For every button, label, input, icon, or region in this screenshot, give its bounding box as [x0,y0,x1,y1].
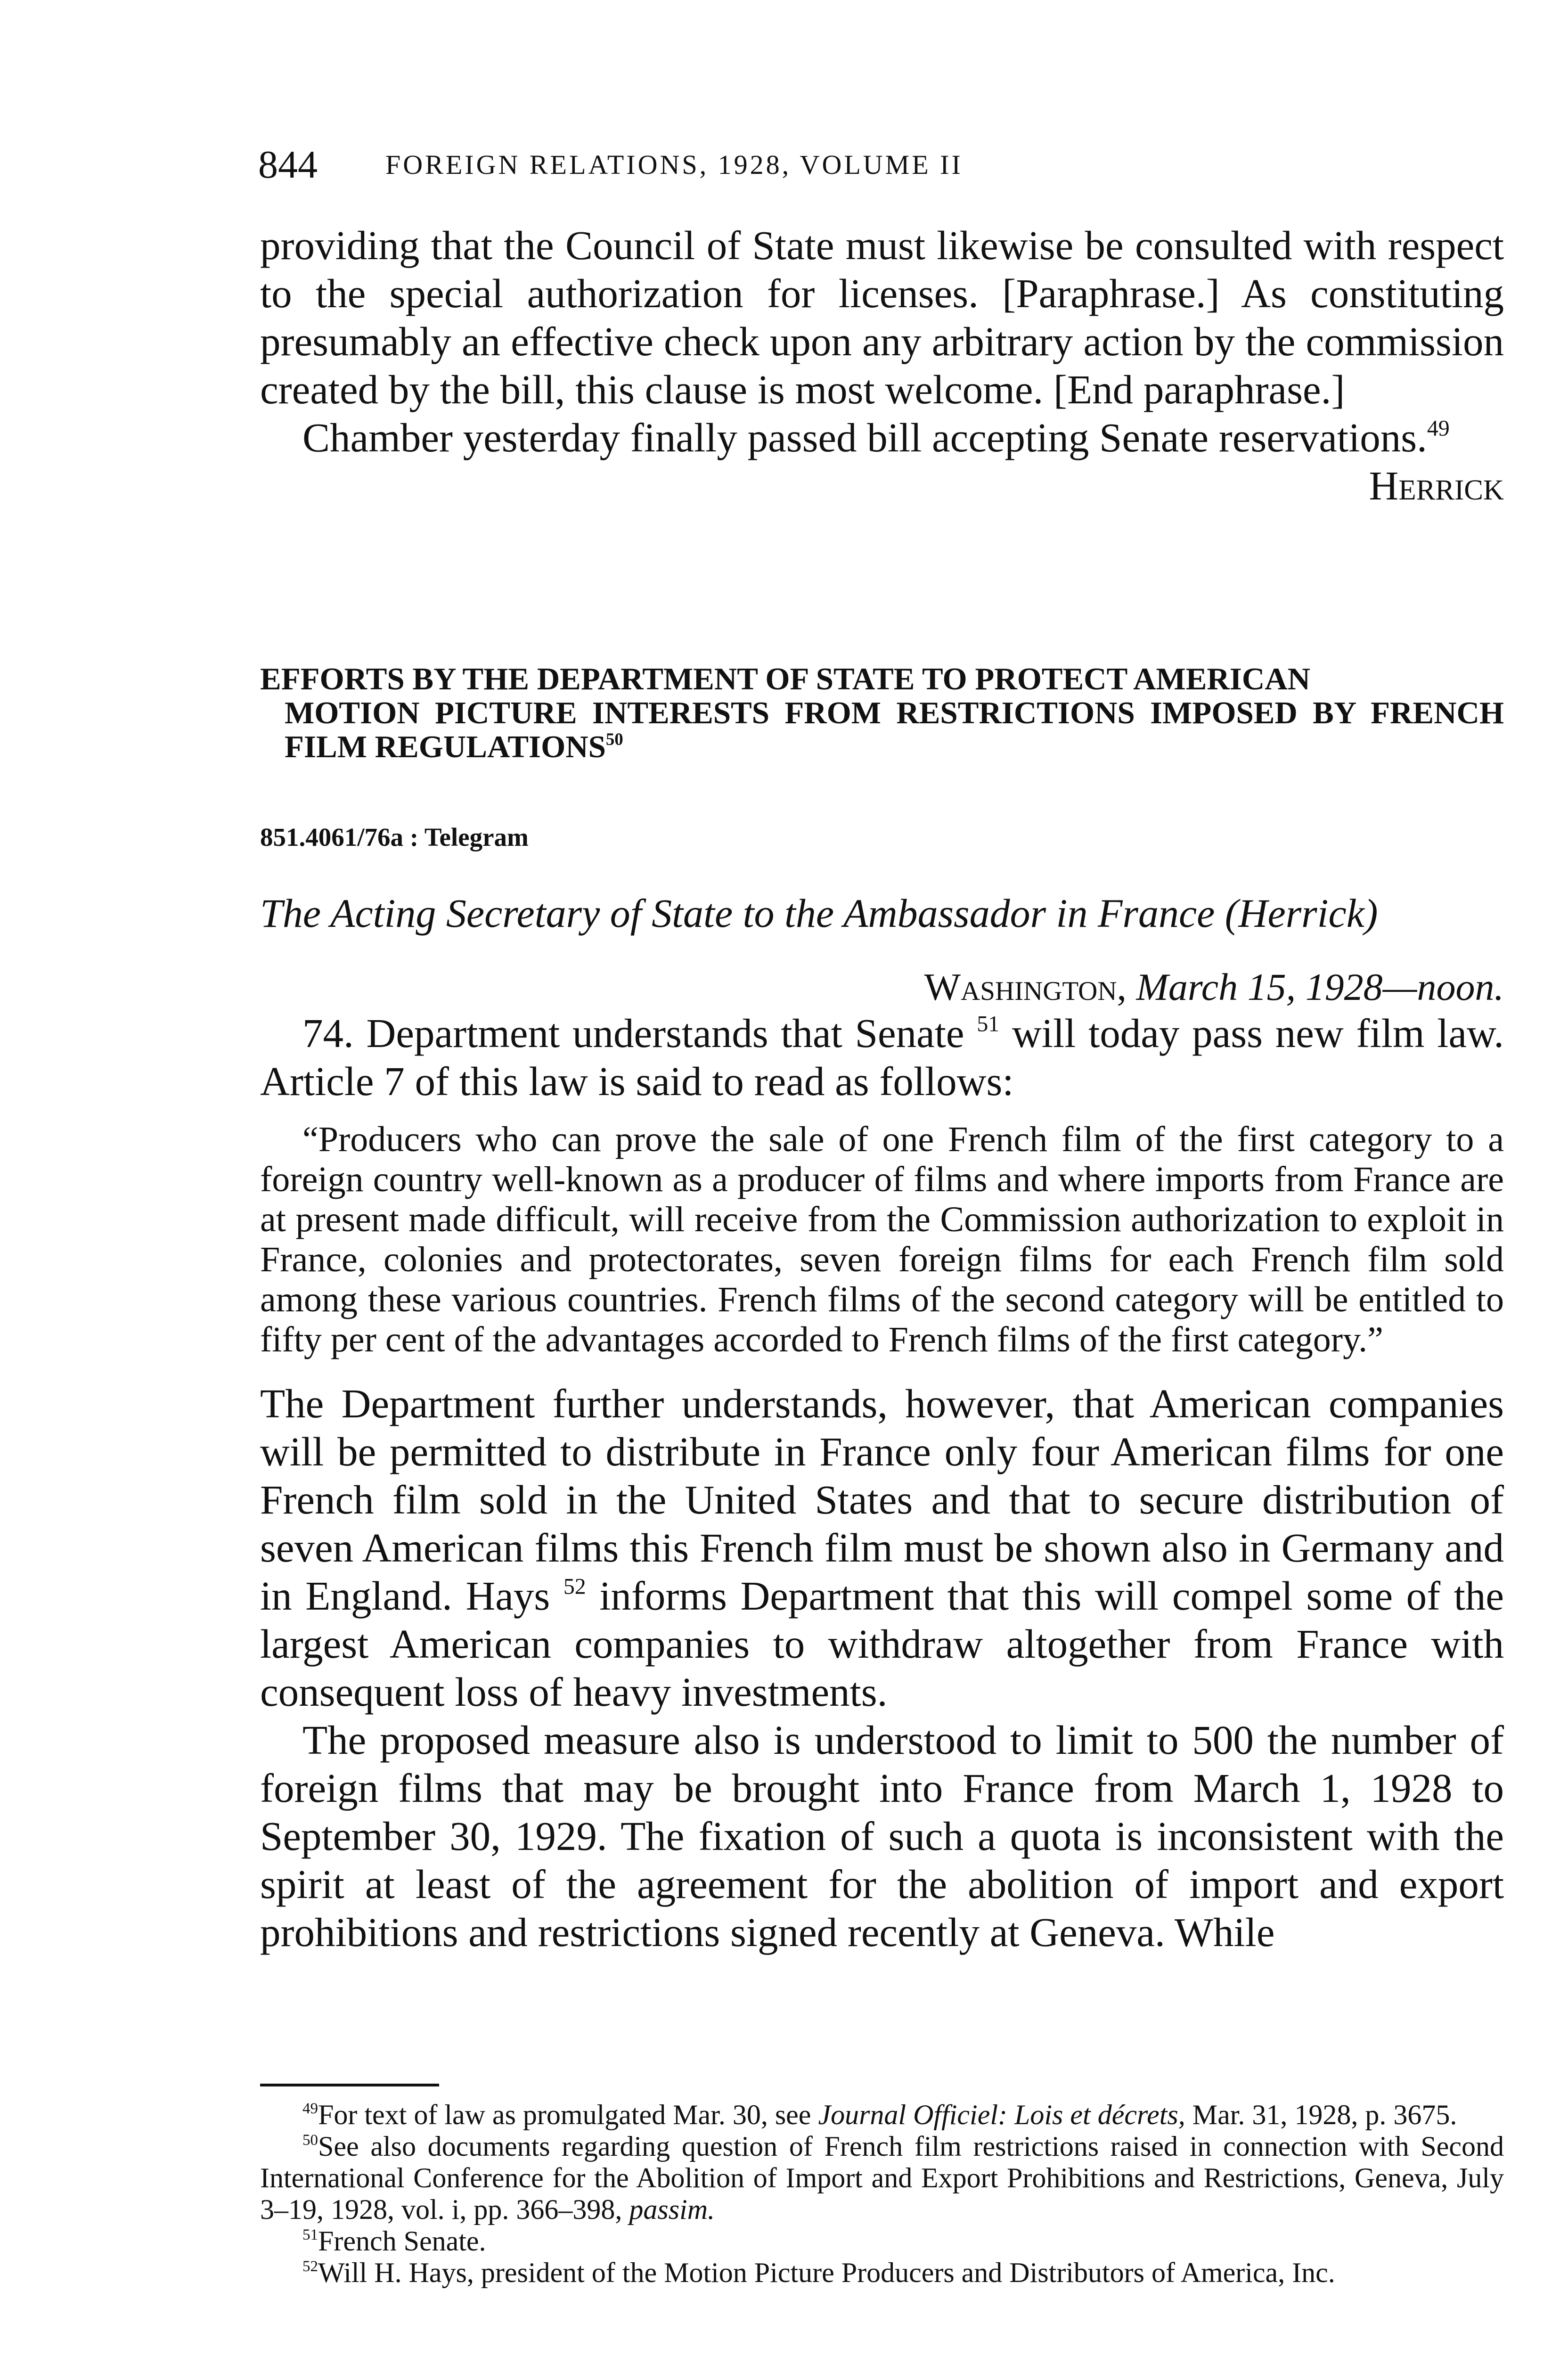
footnote-50-number: 50 [302,2131,318,2149]
footnote-ref-51: 51 [977,1011,1000,1037]
footnote-49 [260,2099,1504,2131]
running-head: FOREIGN RELATIONS, 1928, VOLUME II [385,149,963,180]
dateline-date: March 15, 1928—noon. [1136,965,1504,1008]
signature: Herrick [1369,463,1504,508]
page-number: 844 [258,143,318,187]
document-title: The Acting Secretary of State to the Ambassador in France (Herrick) [260,891,1378,936]
footnote-ref-50: 50 [605,729,623,749]
footnote-49-number: 49 [302,2100,318,2117]
footnote-51 [260,2225,1504,2257]
file-number: 851.4061/76a : Telegram [260,823,529,851]
footnotes [260,2099,1504,2289]
section-heading [260,662,1504,764]
paragraph-further-b: informs Department that this will compel some of the largest American companies to withdraw altogether from France with consequent loss of heavy investments. [260,1573,1504,1715]
heading-line-rest: MOTION PICTURE INTERESTS FROM RESTRICTIONS IMPOSED BY FRENCH FILM REGULATIONS [285,695,1504,764]
footnote-49-text: For text of law as promulgated Mar. 30, see [318,2099,818,2130]
chamber-paragraph [260,414,1504,462]
continuation-paragraph: providing that the Council of State must likewise be consulted with respect to the special authorization for licenses. [Paraphrase.] As constituting presumably an effective check upon any arbitrary action by the commission created by the bill, this clause is most welcome. [End paraphrase.] [260,222,1504,412]
page-header [258,141,1502,188]
quoted-article: “Producers who can prove the sale of one French film of the first category to a foreign country well-known as a producer of films and where imports from France are at present made difficult, will receive from the Commission authorization to exploit in France, colonies and protectorates, seven foreign films for each French film sold among these various countries. French films of the second category will be entitled to fifty per cent of the advantages accorded to French films of the first category.” [260,1120,1504,1359]
dateline-place: Washington, [924,965,1127,1008]
footnote-52-text: Will H. Hays, president of the Motion Picture Producers and Distributors of America, Inc. [318,2257,1335,2288]
footnote-52 [260,2257,1504,2289]
paragraph-74-b: will today pass new film law. Article 7 of this law is said to read as follows: [260,1010,1504,1104]
footnote-rule [260,2084,439,2086]
paragraph-further-a: The Department further understands, however, that American companies will be permitted to distribute in France only four American films for one French film sold in the United States and that to secure distribution of seven American films this French film must be shown also in Germany and in England. Hays [260,1381,1504,1619]
footnote-49-italic: Journal Officiel: Lois et décrets, [818,2099,1185,2130]
footnote-51-text: French Senate. [318,2225,486,2257]
section-heading-text [260,662,1504,764]
footnote-ref-49: 49 [1427,416,1450,441]
footnote-51-number: 51 [302,2226,318,2243]
continuation-text [260,221,1504,509]
footnote-50-text: See also documents regarding question of French film restrictions raised in connection with Second International Conference for the Abolition of Import and Export Prohibitions and Restrictions, Geneva, July 3–19, 1928, vol. i, pp. 366–398, [260,2131,1504,2225]
paragraph-74 [260,1009,1504,1105]
paragraph-quota: The proposed measure also is understood to limit to 500 the number of foreign films that may be brought into France from March 1, 1928 to September 30, 1929. The fixation of such a quota is inconsistent with the spirit at least of the agreement for the abolition of import and export prohibitions and restrictions signed recently at Geneva. While [260,1717,1504,1955]
paragraph-further [260,1380,1504,1716]
dateline [260,965,1504,1009]
chamber-text: Chamber yesterday finally passed bill accepting Senate reservations. [302,415,1427,460]
paragraph-74-a: 74. Department understands that Senate [302,1010,964,1056]
footnote-50 [260,2131,1504,2225]
footnote-49-text-end: Mar. 31, 1928, p. 3675. [1185,2099,1457,2130]
document-block [260,822,1504,1956]
footnote-52-number: 52 [302,2258,318,2275]
heading-line-1: EFFORTS BY THE DEPARTMENT OF STATE TO PROTECT AMERICAN [260,662,1311,696]
footnote-ref-52: 52 [563,1574,586,1599]
footnote-50-italic: passim. [629,2194,715,2225]
